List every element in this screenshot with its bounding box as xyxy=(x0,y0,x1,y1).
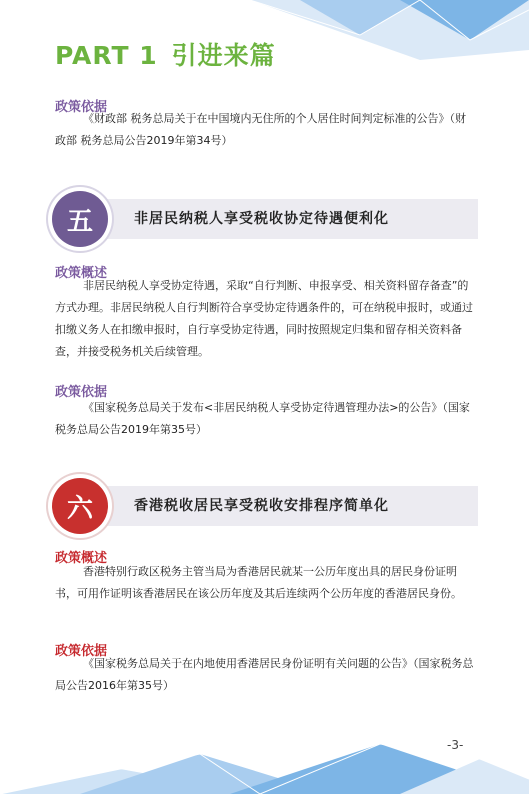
section-number-5: 五 xyxy=(52,191,108,247)
bottom-decoration xyxy=(0,734,529,794)
policy-basis-text: 《国家税务总局关于发布<非居民纳税人享受协定待遇管理办法>的公告》（国家税务总局公告2019年第35号） xyxy=(55,401,470,436)
section-banner-5 xyxy=(58,199,478,239)
section-banner-6 xyxy=(58,486,478,526)
policy-basis-label: 政策依据 xyxy=(55,100,108,115)
policy-basis-text: 《国家税务总局关于在内地使用香港居民身份证明有关问题的公告》（国家税务总局公告2016年第35号） xyxy=(55,657,474,692)
page-number: -3- xyxy=(447,738,464,752)
section-heading-6: 香港税收居民享受税收安排程序简单化 xyxy=(134,498,389,514)
overview-label: 政策概述 xyxy=(55,551,108,566)
overview-label: 政策概述 xyxy=(55,266,108,281)
policy-basis-label: 政策依据 xyxy=(55,644,108,659)
part-title xyxy=(55,36,276,72)
section-number-6: 六 xyxy=(52,478,108,534)
overview-text: 香港特别行政区税务主管当局为香港居民就某一公历年度出具的居民身份证明书，可用作证明该香港居民在该公历年度及其后连续两个公历年度的香港居民身份。 xyxy=(55,565,462,600)
policy-basis-text: 《财政部 税务总局关于在中国境内无住所的个人居住时间判定标准的公告》（财政部 税务总局公告2019年第34号） xyxy=(55,112,466,147)
section-heading-5: 非居民纳税人享受税收协定待遇便利化 xyxy=(134,211,389,227)
policy-basis-label: 政策依据 xyxy=(55,385,108,400)
part-label: PART 1 xyxy=(55,41,158,70)
part-name: 引进来篇 xyxy=(171,41,276,70)
overview-text: 非居民纳税人享受协定待遇，采取“自行判断、申报享受、相关资料留存备查”的方式办理。非居民纳税人自行判断符合享受协定待遇条件的，可在纳税申报时，或通过扣缴义务人在扣缴申报时，自行享受协定待遇，同时按照规定归集和留存相关资料备查，并接受税务机关后续管理。 xyxy=(55,279,473,358)
